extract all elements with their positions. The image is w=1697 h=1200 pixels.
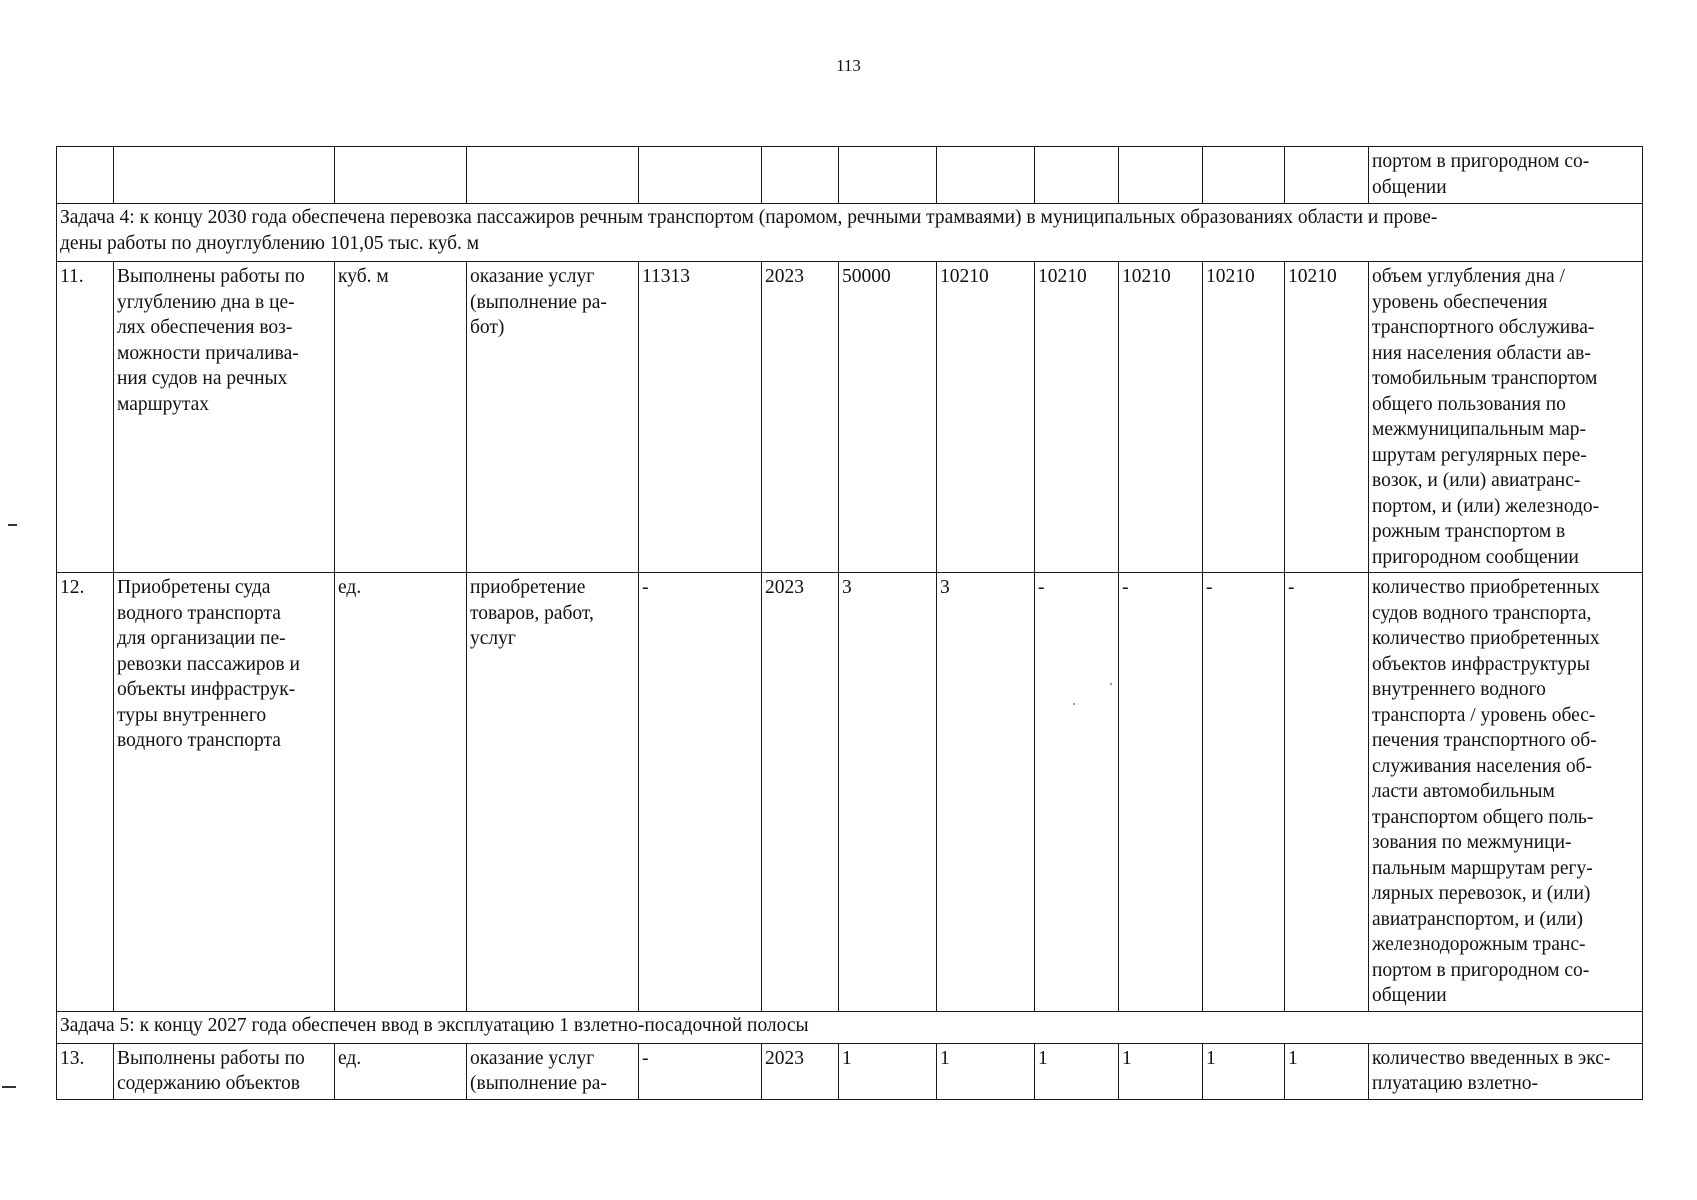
table-cell: [1035, 147, 1119, 204]
value-cell: -: [1119, 573, 1203, 1012]
base-year: 2023: [762, 1043, 839, 1099]
value-cell: -: [1285, 573, 1369, 1012]
row-number: 11.: [57, 262, 114, 573]
table-cell: [1119, 147, 1203, 204]
link-cell: объем углубления дна / уровень обеспечения транспортного обслужива- ния населения области ав- томобильным транспортом общего пользования по межмуниципальным мар- шрутам регулярных пере- возок, и (или) авиатранс- портом, и (или) железнодо- рожным транспортом в пригородном сообщении: [1369, 262, 1643, 573]
table-cell: [762, 147, 839, 204]
value-cell: 1: [1203, 1043, 1285, 1099]
scan-speck: [1073, 703, 1075, 705]
table-row: [57, 262, 1643, 573]
unit: ед.: [335, 573, 467, 1012]
table-row: [57, 1043, 1643, 1099]
row-number: 13.: [57, 1043, 114, 1099]
unit: ед.: [335, 1043, 467, 1099]
table-row: [57, 573, 1643, 1012]
value-cell: 1: [937, 1043, 1035, 1099]
result-type: оказание услуг (выполнение ра-: [467, 1043, 639, 1099]
value-cell: 10210: [937, 262, 1035, 573]
row-number: 12.: [57, 573, 114, 1012]
table-cell: [335, 147, 467, 204]
value-cell: -: [1203, 573, 1285, 1012]
result-name: Приобретены суда водного транспорта для организации пе- ревозки пассажиров и объекты инфраструк- туры внутреннего водного транспорта: [114, 573, 335, 1012]
table-cell: [467, 147, 639, 204]
value-cell: 10210: [1285, 262, 1369, 573]
value-cell: 1: [1285, 1043, 1369, 1099]
value-cell: 1: [1119, 1043, 1203, 1099]
scan-margin-mark: [2, 1086, 16, 1088]
base-value: -: [639, 1043, 762, 1099]
result-type: приобретение товаров, работ, услуг: [467, 573, 639, 1012]
table-cell: [57, 147, 114, 204]
table-cell: [937, 147, 1035, 204]
value-cell: 50000: [839, 262, 937, 573]
value-cell: 10210: [1203, 262, 1285, 573]
task-row: [57, 1011, 1643, 1043]
scan-margin-mark: [8, 524, 17, 526]
task-4-heading: Задача 4: к концу 2030 года обеспечена перевозка пассажиров речным транспортом (паромом, речными трамваями) в муниципальных образованиях области и прове- дены работы по дноуглублению 101,05 тыс. куб. м: [57, 204, 1643, 262]
value-cell: 3: [839, 573, 937, 1012]
table-cell: [1203, 147, 1285, 204]
base-year: 2023: [762, 573, 839, 1012]
table-row: [57, 147, 1643, 204]
value-cell: 10210: [1119, 262, 1203, 573]
scan-speck: [1110, 683, 1112, 685]
page-number: 113: [836, 56, 861, 75]
task-row: [57, 204, 1643, 262]
indicators-table: [56, 146, 1643, 1100]
result-name: Выполнены работы по углублению дна в це- лях обеспечения воз- можности причалива- ния судов на речных маршрутах: [114, 262, 335, 573]
value-cell: 3: [937, 573, 1035, 1012]
table-cell: [639, 147, 762, 204]
link-cell: количество приобретенных судов водного транспорта, количество приобретенных объектов инфраструктуры внутреннего водного транспорта / уровень обес- печения транспортного об- служивания населения об- ласти автомобильным транспортом общего поль- зования по межмуници- пальным маршрутам регу- лярных перевозок, и (или) авиатранспортом, и (или) железнодорожным транс- портом в пригородном со- общении: [1369, 573, 1643, 1012]
value-cell: 1: [1035, 1043, 1119, 1099]
table-cell: [1285, 147, 1369, 204]
table-cell: [839, 147, 937, 204]
base-value: 11313: [639, 262, 762, 573]
base-year: 2023: [762, 262, 839, 573]
table-cell: [114, 147, 335, 204]
result-type: оказание услуг (выполнение ра- бот): [467, 262, 639, 573]
task-5-heading: Задача 5: к концу 2027 года обеспечен ввод в эксплуатацию 1 взлетно-посадочной полосы: [57, 1011, 1643, 1043]
link-cell: портом в пригородном со- общении: [1369, 147, 1643, 204]
result-name: Выполнены работы по содержанию объектов: [114, 1043, 335, 1099]
value-cell: -: [1035, 573, 1119, 1012]
base-value: -: [639, 573, 762, 1012]
value-cell: 1: [839, 1043, 937, 1099]
unit: куб. м: [335, 262, 467, 573]
link-cell: количество введенных в экс- плуатацию взлетно-: [1369, 1043, 1643, 1099]
value-cell: 10210: [1035, 262, 1119, 573]
